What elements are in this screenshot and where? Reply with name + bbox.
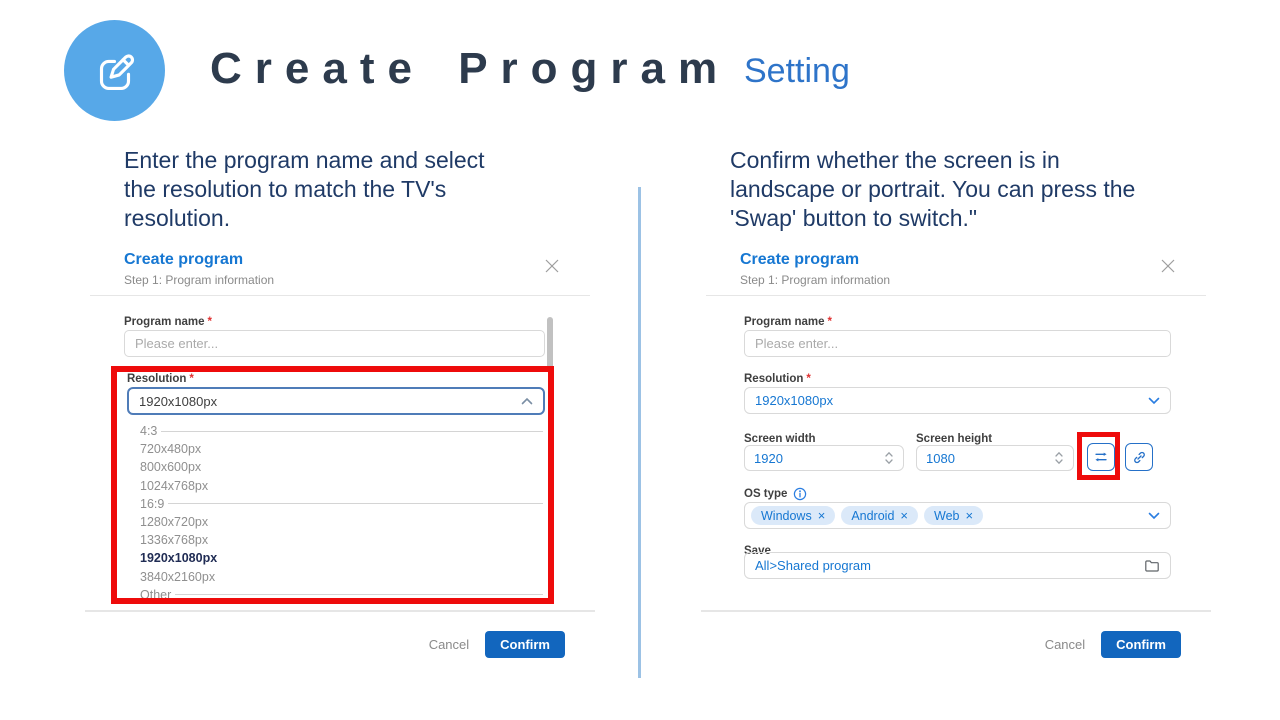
confirm-button[interactable]: Confirm	[1101, 631, 1181, 658]
screen-width-label: Screen width	[744, 433, 816, 445]
left-instruction-text: Enter the program name and select the resolution to match the TV's resolution.	[124, 147, 485, 231]
dialog-footer	[1045, 631, 1181, 658]
resolution-label: Resolution *	[127, 373, 194, 385]
footer-divider	[701, 610, 1211, 612]
resolution-select-value: 1920x1080px	[755, 393, 834, 408]
close-icon	[544, 258, 560, 274]
link-button[interactable]	[1125, 443, 1153, 471]
dialog-title: Create program	[124, 251, 244, 268]
right-instruction-text: Confirm whether the screen is in landscape or portrait. You can press the 'Swap' button to switch."	[730, 147, 1136, 231]
dropdown-group-header: 16:9	[127, 495, 545, 513]
program-name-label: Program name *	[744, 316, 833, 328]
close-button[interactable]	[544, 258, 560, 274]
screen-height-label: Screen height	[916, 433, 993, 445]
chevron-down-icon	[1148, 512, 1160, 520]
save-location-field[interactable]	[744, 552, 1171, 579]
cancel-button[interactable]: Cancel	[428, 637, 470, 652]
confirm-button[interactable]: Confirm	[485, 631, 565, 658]
dialog-title: Create program	[740, 251, 860, 268]
folder-icon[interactable]	[1144, 558, 1160, 574]
dialog-footer	[429, 631, 565, 658]
header-divider	[90, 295, 590, 296]
create-program-dialog-left	[90, 240, 590, 676]
required-asterisk: *	[827, 316, 833, 328]
swap-button[interactable]	[1087, 443, 1115, 471]
screen-height-input[interactable]	[916, 445, 1074, 471]
scrollbar-thumb[interactable]	[547, 317, 553, 373]
edit-icon-badge	[64, 20, 165, 121]
screen-width-input[interactable]	[744, 445, 904, 471]
dropdown-option[interactable]: 720x480px	[140, 442, 202, 457]
dialog-step-label: Step 1: Program information	[124, 273, 275, 287]
page-subtitle: Setting	[744, 52, 850, 90]
required-asterisk: *	[806, 373, 811, 385]
resolution-select[interactable]	[127, 387, 545, 415]
dropdown-option[interactable]: 1280x720px	[140, 515, 209, 530]
dropdown-option[interactable]: 1024x768px	[140, 478, 209, 493]
link-icon	[1131, 449, 1148, 466]
dropdown-option[interactable]: 3840x2160px	[140, 569, 216, 584]
dropdown-group-header: 4:3	[127, 422, 545, 440]
required-asterisk: *	[207, 316, 213, 328]
chip-remove-icon[interactable]: ×	[900, 508, 908, 523]
dropdown-group-header: Other	[127, 586, 545, 604]
program-name-input[interactable]	[124, 330, 545, 357]
edit-icon	[88, 44, 142, 98]
resolution-select[interactable]	[744, 387, 1171, 414]
resolution-select-value: 1920x1080px	[139, 393, 218, 409]
os-chip-list	[751, 506, 983, 525]
os-chip-windows[interactable]: Windows ×	[751, 506, 835, 525]
dialog-step-label: Step 1: Program information	[740, 273, 891, 287]
close-button[interactable]	[1160, 258, 1176, 274]
screen-width-value: 1920	[754, 450, 783, 466]
save-label: Save	[744, 545, 771, 557]
stepper-up-down-icon[interactable]	[884, 450, 894, 466]
create-program-dialog-right	[706, 240, 1206, 676]
os-chip-android[interactable]: Android ×	[841, 506, 918, 525]
chip-remove-icon[interactable]: ×	[965, 508, 974, 523]
close-icon	[1160, 258, 1176, 274]
program-name-input[interactable]	[744, 330, 1171, 357]
chevron-up-icon	[521, 397, 533, 405]
resolution-label: Resolution *	[744, 373, 811, 385]
chevron-down-icon	[1148, 397, 1160, 405]
dropdown-option-selected[interactable]: 1920x1080px	[140, 551, 218, 566]
footer-divider	[85, 610, 595, 612]
dropdown-option[interactable]: 1336x768px	[140, 533, 209, 548]
os-type-label: OS type	[744, 487, 807, 501]
os-type-select[interactable]	[744, 502, 1171, 529]
chip-remove-icon[interactable]: ×	[817, 508, 826, 523]
program-name-label: Program name *	[124, 316, 213, 328]
cancel-button[interactable]: Cancel	[1044, 637, 1086, 652]
dropdown-option[interactable]: 800x600px	[140, 460, 202, 475]
page-title: Create Program	[210, 44, 731, 93]
center-divider	[638, 187, 641, 678]
resolution-dropdown-list	[127, 422, 545, 604]
save-location-value: All>Shared program	[755, 558, 871, 573]
stepper-up-down-icon[interactable]	[1054, 450, 1064, 466]
header-divider	[706, 295, 1206, 296]
swap-icon	[1092, 448, 1110, 466]
required-asterisk: *	[189, 373, 194, 385]
os-chip-web[interactable]: Web ×	[924, 506, 983, 525]
screen-height-value: 1080	[926, 450, 955, 466]
info-icon[interactable]	[793, 487, 807, 501]
